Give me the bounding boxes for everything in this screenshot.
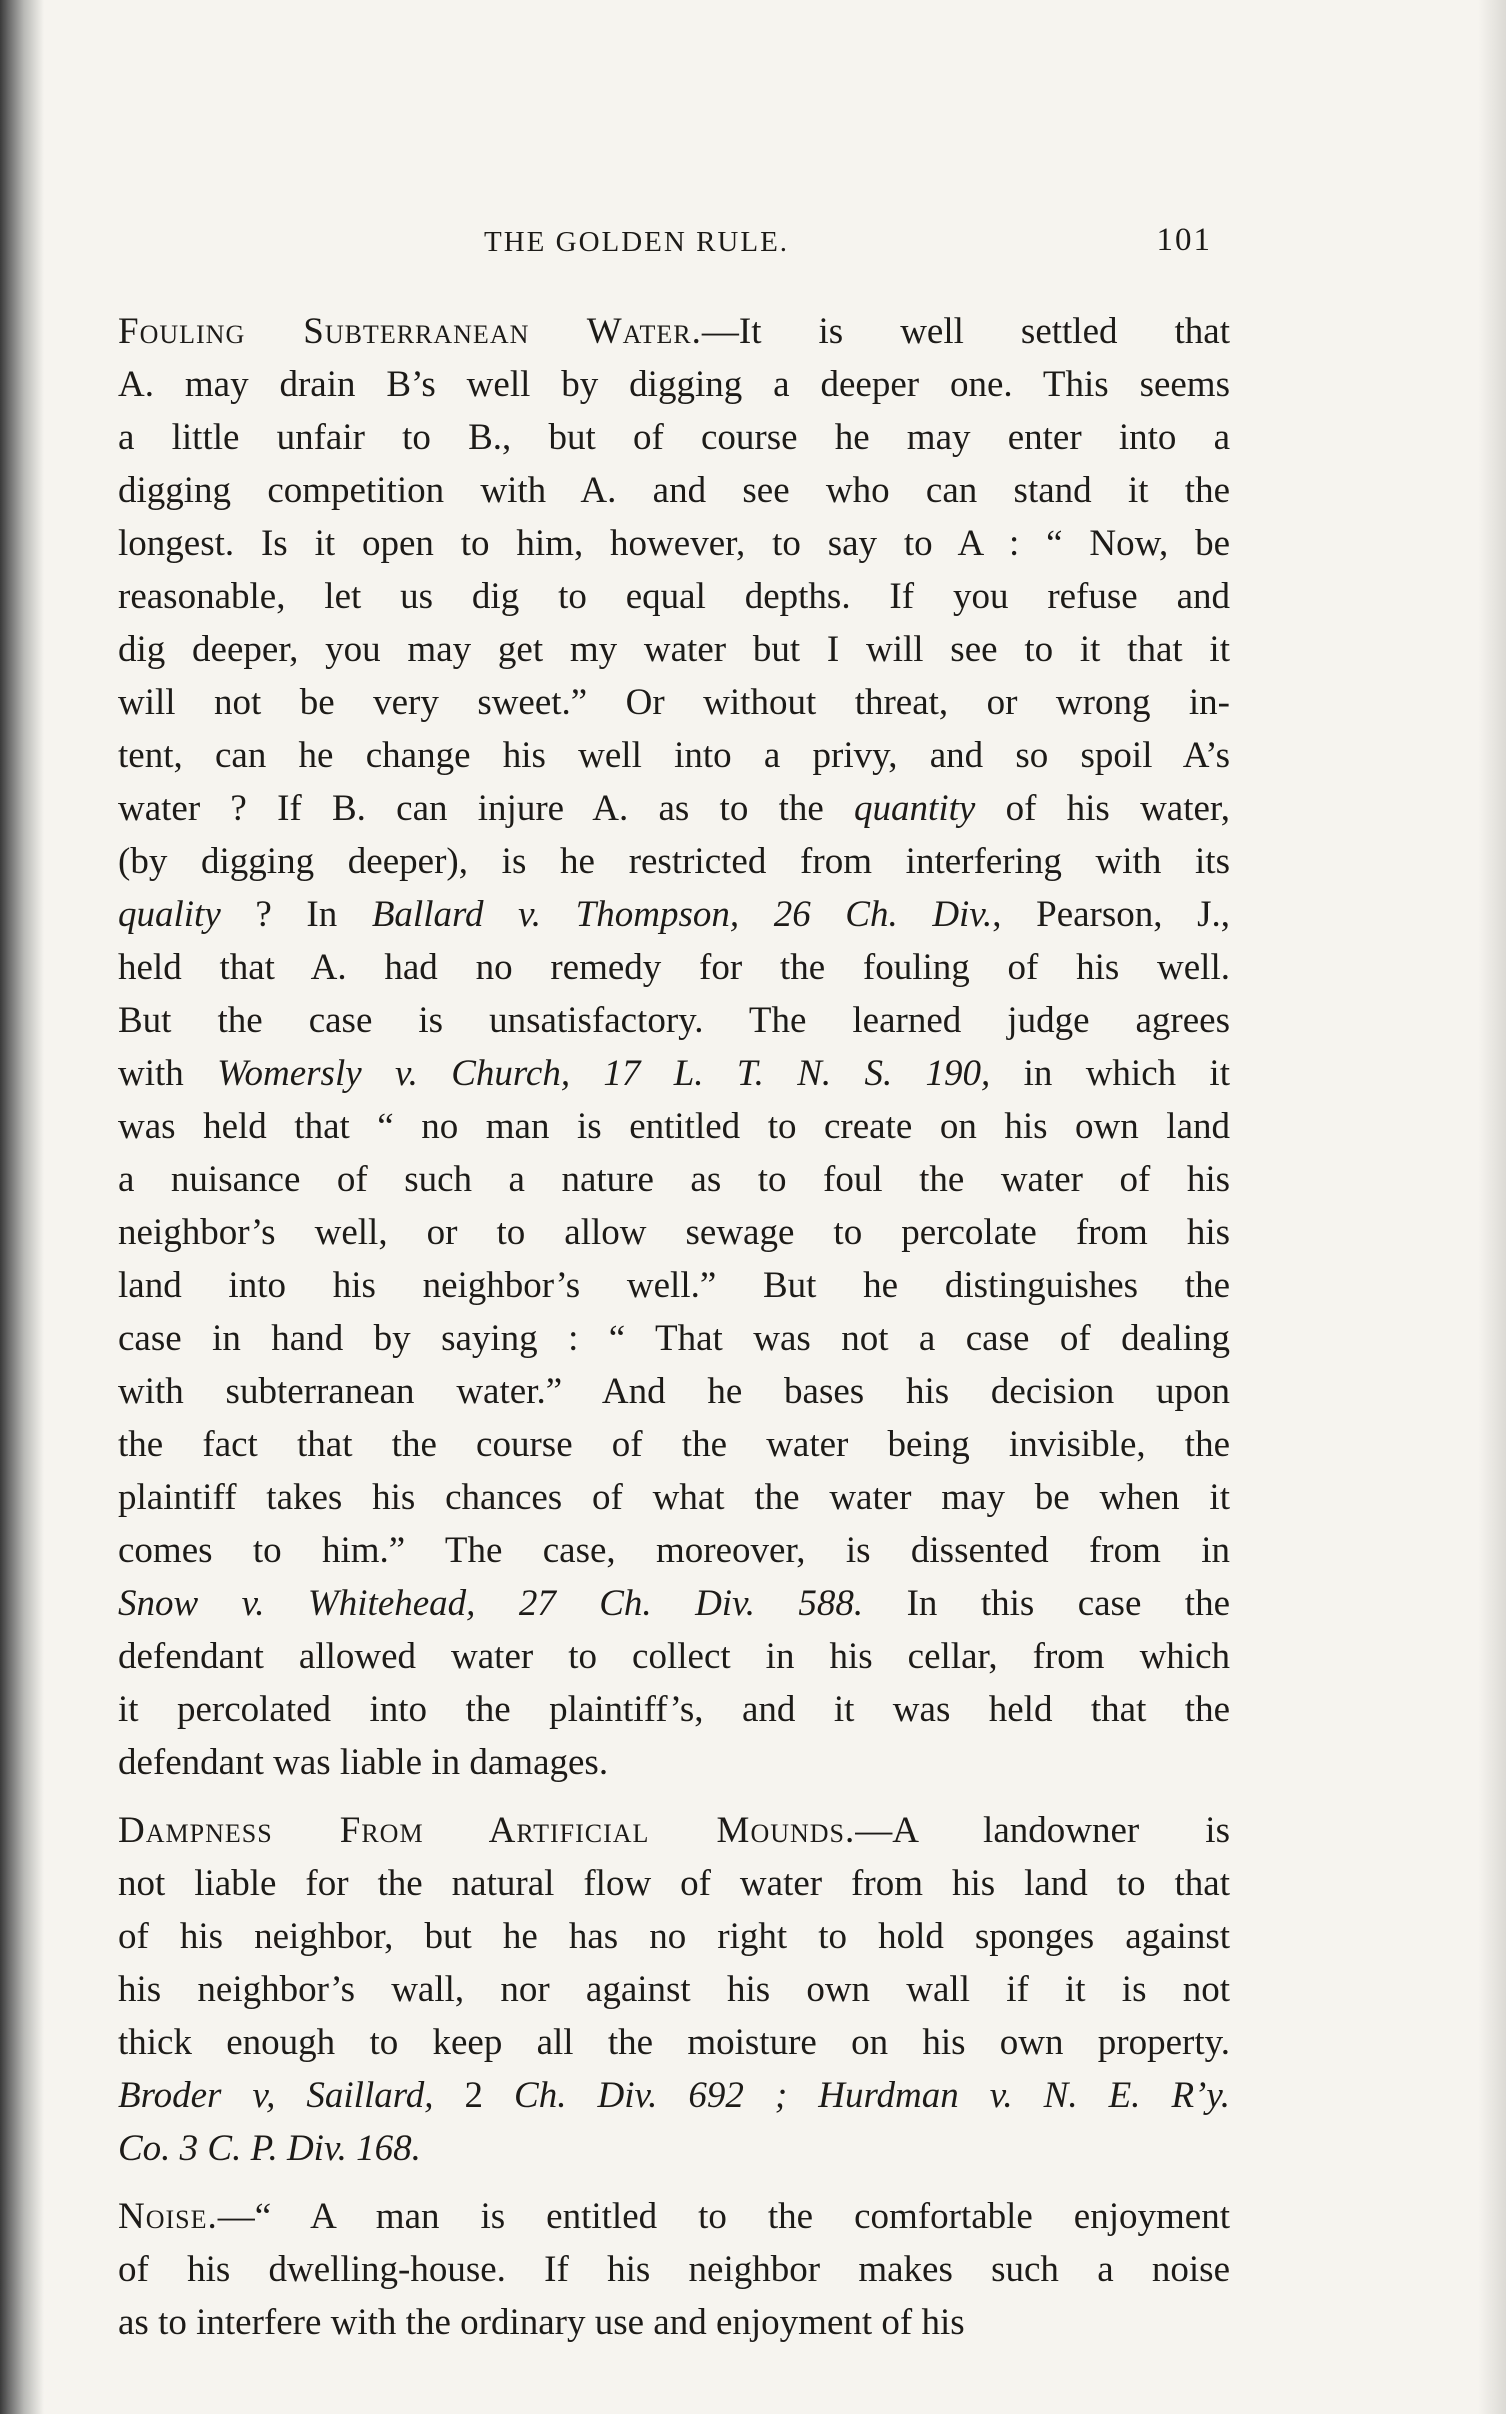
text-span: thick enough to keep all the moisture on his own property.	[118, 2022, 1230, 2063]
running-title: THE GOLDEN RULE.	[484, 226, 790, 258]
text-span: of his neighbor, but he has no right to hold sponges against	[118, 1916, 1230, 1957]
text-line	[118, 1683, 1230, 1736]
text-line	[118, 1963, 1230, 2016]
text-span: was held that “ no man is entitled to create on his own land	[118, 1106, 1230, 1147]
text-span: in which it	[990, 1053, 1230, 1094]
running-head	[120, 218, 1212, 268]
text-span: (by digging deeper), is he restricted from interfering with its	[118, 841, 1230, 882]
text-span: case in hand by saying : “ That was not a case of dealing	[118, 1318, 1230, 1359]
text-line	[118, 729, 1230, 782]
paragraph	[118, 2190, 1230, 2349]
page-edge	[1478, 0, 1506, 2414]
text-span: a little unfair to B., but of course he may enter into a	[118, 417, 1230, 458]
text-span: water ? If B. can injure A. as to the	[118, 788, 855, 829]
case-citation: Ch. Div. 692 ; Hurdman v. N. E. R’y.	[514, 2075, 1230, 2116]
text-line	[118, 1259, 1230, 1312]
binding-shadow	[0, 0, 44, 2414]
section-heading: Fouling Subterranean Water.	[118, 311, 702, 352]
case-citation: Ballard v. Thompson, 26 Ch. Div.	[371, 894, 993, 935]
text-span: defendant was liable in damages.	[118, 1742, 609, 1783]
body-text	[118, 305, 1230, 2364]
text-span: longest. Is it open to him, however, to say to A : “ Now, be	[118, 523, 1230, 564]
text-line	[118, 888, 1230, 941]
case-citation: Snow v. Whitehead, 27 Ch. Div. 588.	[118, 1583, 864, 1624]
text-span: —“ A man is entitled to the comfortable enjoyment	[217, 2196, 1230, 2237]
case-citation: Womersly v. Church, 17 L. T. N. S. 190,	[217, 1053, 991, 1094]
text-span: held that A. had no remedy for the fouling of his well.	[118, 947, 1230, 988]
text-span: ? In	[220, 894, 372, 935]
text-span: 2	[433, 2075, 515, 2116]
text-line	[118, 1804, 1230, 1857]
text-span: it percolated into the plaintiff’s, and it was held that the	[118, 1689, 1230, 1730]
text-line	[118, 2069, 1230, 2122]
text-line	[118, 2190, 1230, 2243]
text-span: —A landowner is	[855, 1810, 1230, 1851]
text-span: his neighbor’s wall, nor against his own wall if it is not	[118, 1969, 1230, 2010]
text-line	[118, 1577, 1230, 1630]
text-span: a nuisance of such a nature as to foul the water of his	[118, 1159, 1230, 1200]
text-span: —It is well settled that	[701, 311, 1230, 352]
case-citation: Co. 3 C. P. Div. 168.	[118, 2128, 421, 2169]
text-line	[118, 1047, 1230, 1100]
text-line	[118, 1471, 1230, 1524]
text-line	[118, 1857, 1230, 1910]
text-span: of his water,	[975, 788, 1230, 829]
text-span: comes to him.” The case, moreover, is dissented from in	[118, 1530, 1230, 1571]
text-line	[118, 782, 1230, 835]
text-line	[118, 2243, 1230, 2296]
text-line	[118, 1312, 1230, 1365]
text-line	[118, 1206, 1230, 1259]
case-citation: quantity	[854, 788, 976, 829]
text-line	[118, 411, 1230, 464]
text-line	[118, 2016, 1230, 2069]
section-heading: Dampness From Artificial Mounds.	[118, 1810, 856, 1851]
text-line	[118, 1524, 1230, 1577]
text-line	[118, 464, 1230, 517]
text-line	[118, 358, 1230, 411]
text-span: with	[118, 1053, 218, 1094]
page-number: 101	[1156, 222, 1212, 258]
text-span: , Pearson, J.,	[992, 894, 1231, 935]
text-span: dig deeper, you may get my water but I will see to it that it	[118, 629, 1230, 670]
text-line	[118, 994, 1230, 1047]
text-line	[118, 835, 1230, 888]
case-citation: quality	[118, 894, 221, 935]
case-citation: Broder v, Saillard,	[118, 2075, 434, 2116]
text-span: digging competition with A. and see who can stand it the	[118, 470, 1230, 511]
text-span: with subterranean water.” And he bases his decision upon	[118, 1371, 1230, 1412]
text-span: not liable for the natural flow of water from his land to that	[118, 1863, 1230, 1904]
text-line	[118, 1418, 1230, 1471]
text-span: neighbor’s well, or to allow sewage to percolate from his	[118, 1212, 1230, 1253]
text-span: reasonable, let us dig to equal depths. If you refuse and	[118, 576, 1230, 617]
text-line	[118, 1736, 1230, 1789]
text-span: tent, can he change his well into a privy, and so spoil A’s	[118, 735, 1230, 776]
text-span: But the case is unsatisfactory. The learned judge agrees	[118, 1000, 1230, 1041]
text-line	[118, 517, 1230, 570]
text-line	[118, 2122, 1230, 2175]
text-span: plaintiff takes his chances of what the water may be when it	[118, 1477, 1230, 1518]
text-line	[118, 1153, 1230, 1206]
text-line	[118, 570, 1230, 623]
text-span: A. may drain B’s well by digging a deeper one. This seems	[118, 364, 1230, 405]
text-span: will not be very sweet.” Or without threat, or wrong in-	[118, 682, 1230, 723]
text-line	[118, 1910, 1230, 1963]
paragraph	[118, 305, 1230, 1789]
text-span: defendant allowed water to collect in his cellar, from which	[118, 1636, 1230, 1677]
paragraph	[118, 1804, 1230, 2175]
text-span: land into his neighbor’s well.” But he distinguishes the	[118, 1265, 1230, 1306]
text-line	[118, 305, 1230, 358]
text-line	[118, 1100, 1230, 1153]
text-line	[118, 941, 1230, 994]
text-line	[118, 2296, 1230, 2349]
section-heading: Noise.	[118, 2196, 218, 2237]
text-line	[118, 1365, 1230, 1418]
text-span: In this case the	[863, 1583, 1230, 1624]
text-span: the fact that the course of the water being invisible, the	[118, 1424, 1230, 1465]
text-line	[118, 1630, 1230, 1683]
text-span: as to interfere with the ordinary use and enjoyment of his	[118, 2302, 965, 2343]
text-span: of his dwelling-house. If his neighbor makes such a noise	[118, 2249, 1230, 2290]
text-line	[118, 676, 1230, 729]
text-line	[118, 623, 1230, 676]
